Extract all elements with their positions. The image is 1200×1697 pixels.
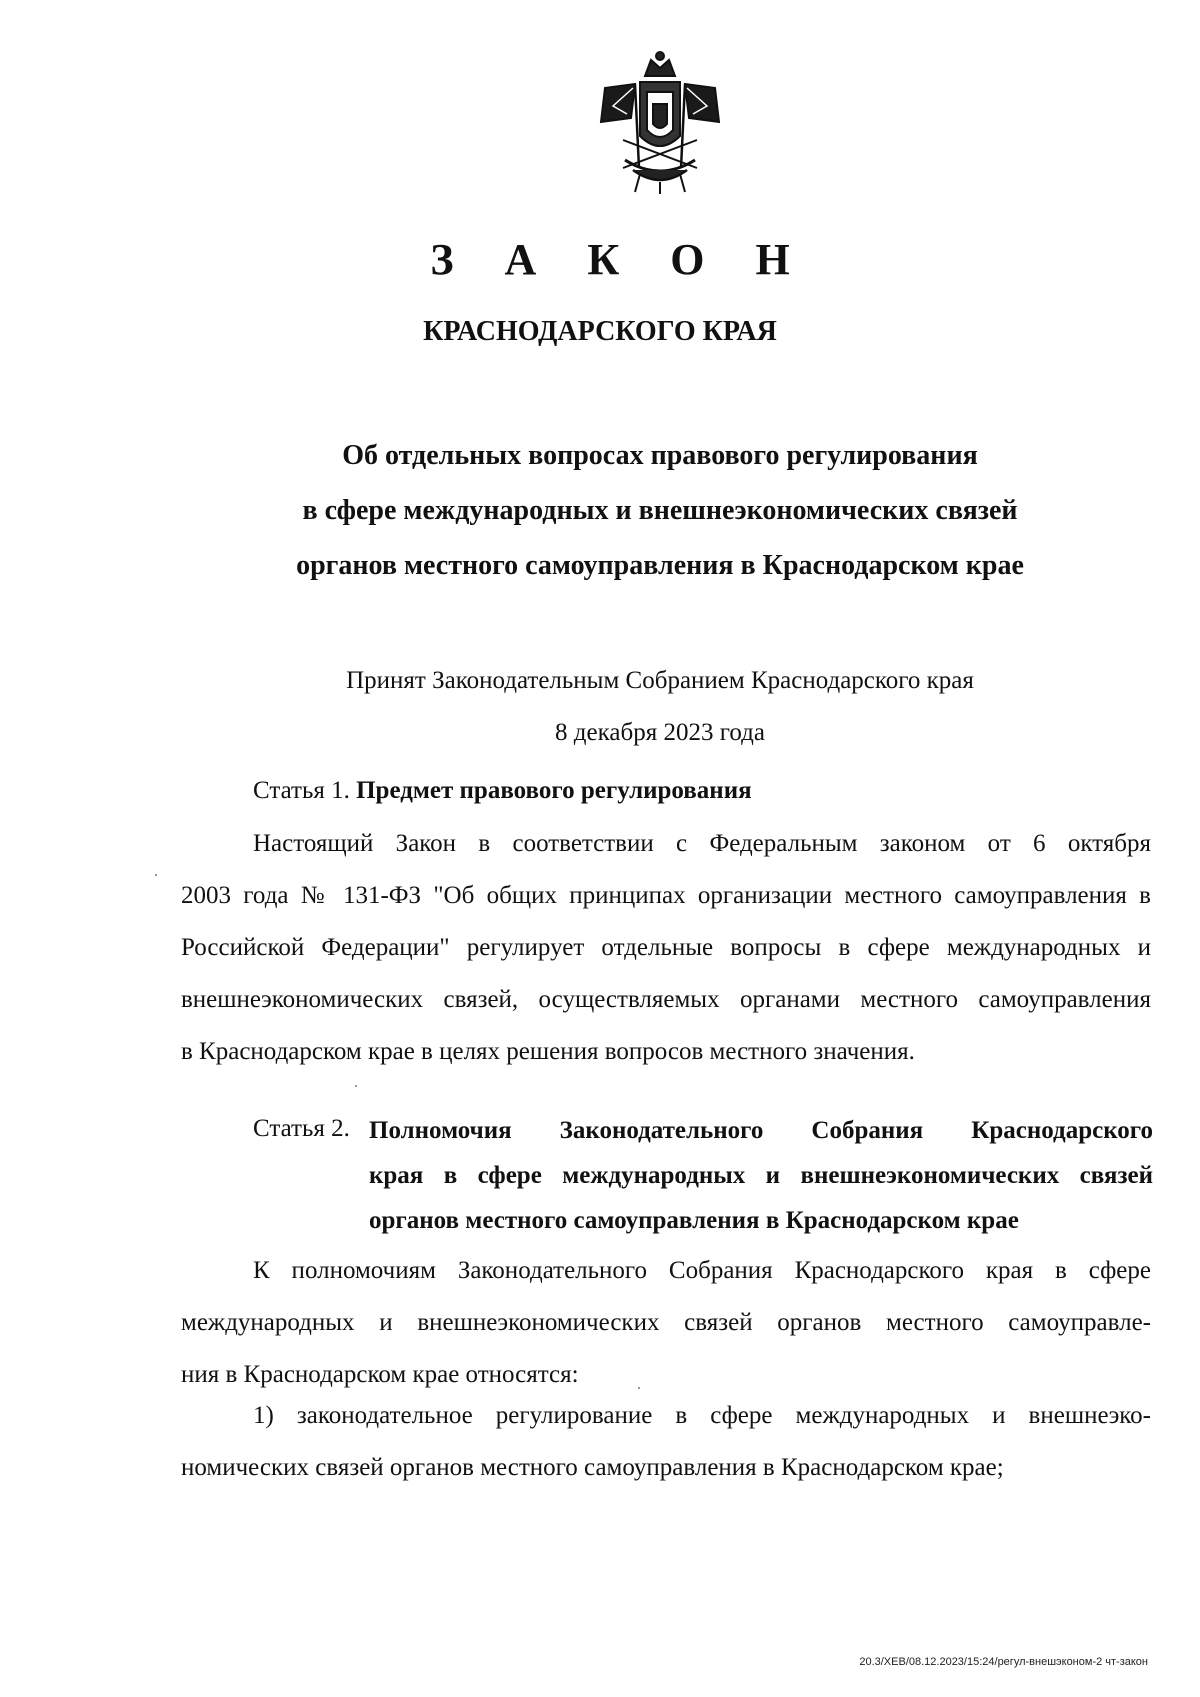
law-region-heading: КРАСНОДАРСКОГО КРАЯ [423, 316, 777, 347]
article-1-title: Предмет правового регулирования [356, 777, 752, 804]
article-2-title-line: Полномочия Законодательного Собрания Краснодарского [369, 1117, 1153, 1144]
article-1-line: Российской Федерации" регулирует отдельные вопросы в сфере международных и [181, 934, 1151, 961]
law-heading: З А К О Н [430, 235, 810, 284]
article-1-line: в Краснодарском крае в целях решения вопросов местного значения. [181, 1038, 915, 1065]
adoption-date: 8 декабря 2023 года [555, 719, 765, 746]
article-2-title [369, 1108, 1153, 1243]
law-title-line: органов местного самоуправления в Краснодарском крае [296, 550, 1024, 581]
law-title-line: в сфере международных и внешнеэкономических связей [302, 495, 1018, 526]
article-1-text [181, 818, 1151, 1078]
adoption-info [150, 655, 1170, 759]
article-2-item-1 [181, 1390, 1151, 1494]
adoption-body: Принят Законодательным Собранием Краснодарского края [346, 667, 974, 694]
law-title-line: Об отдельных вопросах правового регулирования [342, 440, 978, 471]
article-1-line: Настоящий Закон в соответствии с Федеральным законом от 6 октября [253, 830, 1151, 857]
article-1-label: Статья 1. [253, 777, 350, 804]
article-1-line: 2003 года № 131-ФЗ "Об общих принципах организации местного самоуправления в [181, 882, 1151, 909]
scan-speck [638, 1387, 640, 1389]
scan-speck [155, 874, 157, 876]
document-registration-stamp: 20.3/ХЕВ/08.12.2023/15:24/регул-внешэконом-2 чт-закон [859, 1656, 1148, 1668]
article-2-label: Статья 2. [253, 1115, 350, 1142]
article-2-item-1-line: номических связей органов местного самоуправления в Краснодарском крае; [181, 1454, 1004, 1481]
article-2-title-line: органов местного самоуправления в Краснодарском крае [369, 1207, 1019, 1234]
article-2-item-1-line: 1) законодательное регулирование в сфере международных и внешнеэко- [253, 1402, 1151, 1429]
article-2-intro [181, 1245, 1151, 1401]
article-1-line: внешнеэкономических связей, осуществляемых органами местного самоуправления [181, 986, 1151, 1013]
article-2-intro-line: К полномочиям Законодательного Собрания Краснодарского края в сфере [253, 1257, 1151, 1284]
coat-of-arms-icon [595, 48, 725, 196]
article-2-intro-line: ния в Краснодарском крае относятся: [181, 1361, 579, 1388]
article-2-intro-line: международных и внешнеэкономических связей органов местного самоуправле- [181, 1309, 1151, 1336]
article-2-title-line: края в сфере международных и внешнеэкономических связей [369, 1162, 1153, 1189]
article-2-heading [253, 1108, 1153, 1243]
article-1-heading [253, 770, 752, 812]
law-title [150, 428, 1170, 593]
scan-speck [355, 1085, 357, 1087]
